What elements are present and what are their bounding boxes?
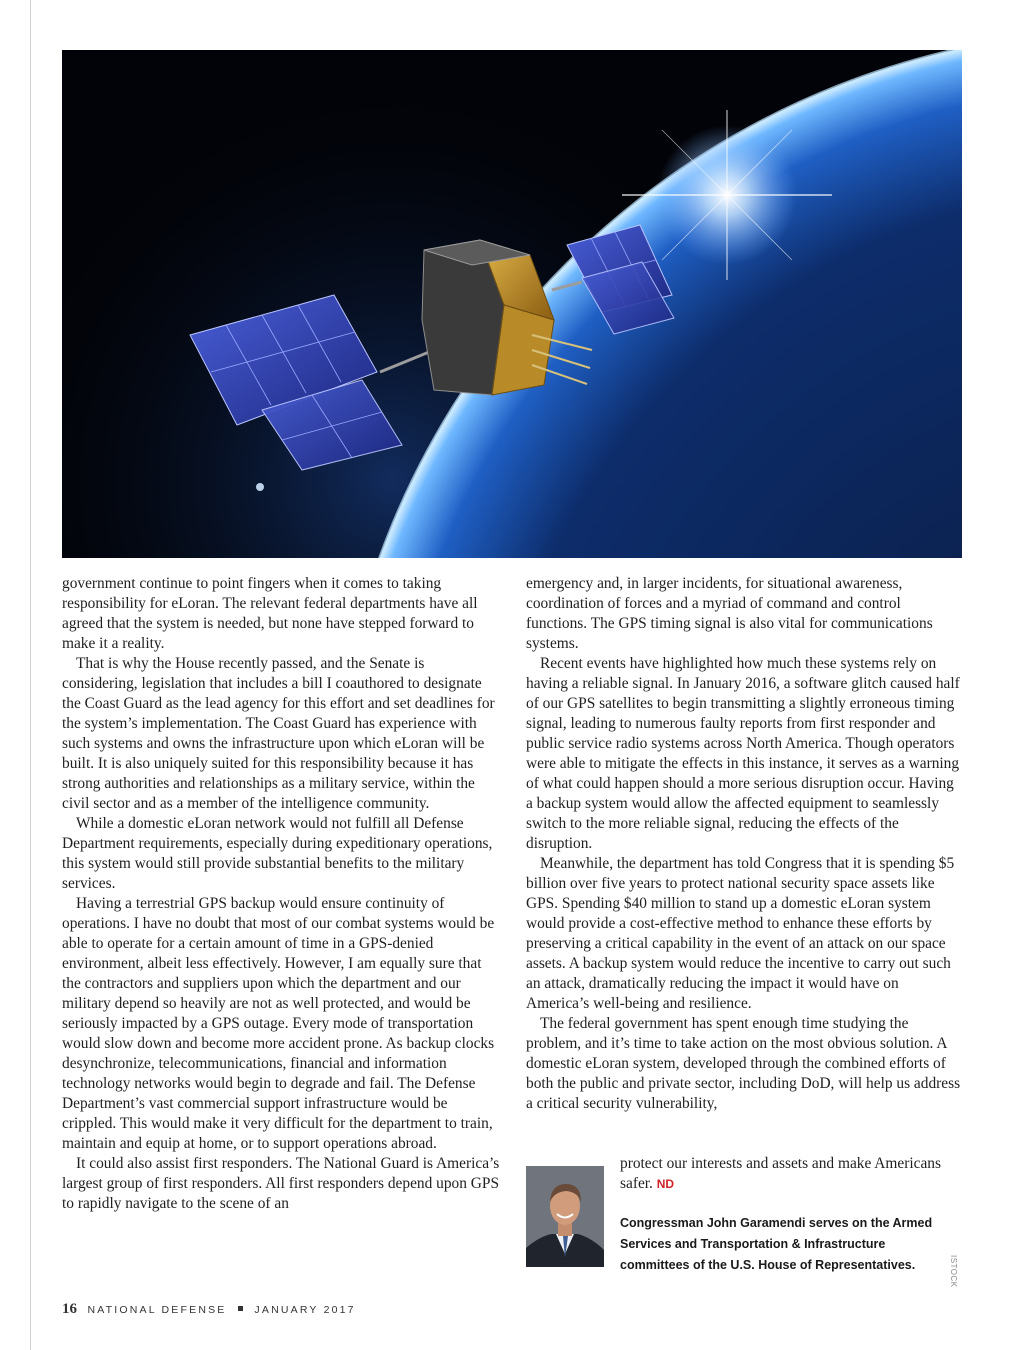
body-paragraph: Recent events have highlighted how much these systems rely on having a reliable signal. In January 2016, a software glitch caused half of our GPS satellites to begin transmitting a slightly erroneous timing signal, leading to numerous faulty reports from first responder and public service radio systems across North America. Though operators were able to mitigate the effects in this instance, it serves as a warning of what could happen should a more serious disruption occur. Having a backup system would allow the affected equipment to seamlessly switch to the more reliable signal, reducing the effects of the disruption.	[526, 655, 960, 852]
footer-separator	[238, 1306, 243, 1311]
author-portrait	[526, 1166, 604, 1267]
publication-name: NATIONAL DEFENSE	[87, 1304, 227, 1316]
national-defense-end-mark: ND	[656, 1177, 675, 1191]
page-margin-rule	[30, 0, 31, 1350]
page-footer	[62, 1300, 356, 1320]
body-paragraph: Having a terrestrial GPS backup would ensure continuity of operations. I have no doubt that most of our combat systems would be able to operate for a certain amount of time in a GPS-denied environment, albeit less effectively. However, I am equally sure that the contractors and suppliers upon which the department and our military depend so heavily are not as well protected, and would be seriously impacted by a GPS outage. Every mode of transportation would slow down and become more accident prone. As backup clocks desynchronize, telecommunications, financial and information technology networks would begin to degrade and fail. The Defense Department’s vast commercial support infrastructure would be crippled. This would make it very difficult for the department to train, maintain and equip at home, or to support operations abroad.	[62, 895, 495, 1152]
issue-date: JANUARY 2017	[254, 1304, 356, 1316]
closing-sentence: protect our interests and assets and make Americans safer.	[620, 1155, 941, 1192]
body-paragraph: government continue to point fingers when it comes to taking responsibility for eLoran. The relevant federal departments have all agreed that the system is needed, but none have stepped forward to make it a reality.	[62, 575, 478, 652]
article-column-right	[526, 574, 964, 1114]
hero-image-satellite-over-earth	[62, 50, 962, 558]
body-paragraph: It could also assist first responders. The National Guard is America’s largest group of first responders. All first responders depend upon GPS to rapidly navigate to the scene of an	[62, 1155, 500, 1212]
body-paragraph: emergency and, in larger incidents, for situational awareness, coordination of forces and a myriad of command and control functions. The GPS timing signal is also vital for communications systems.	[526, 575, 933, 652]
photo-credit: ISTOCK	[949, 1255, 958, 1288]
body-paragraph: The federal government has spent enough time studying the problem, and it’s time to take action on the most obvious solution. A domestic eLoran system, developed through the combined efforts of both the public and private sector, including DoD, will help us address a critical security vulnerability,	[526, 1015, 961, 1112]
satellite-illustration	[62, 50, 962, 558]
page-number: 16	[62, 1301, 77, 1317]
body-paragraph: While a domestic eLoran network would not fulfill all Defense Department requirements, especially during expeditionary operations, this system would still provide substantial benefits to the military services.	[62, 815, 493, 892]
body-paragraph: That is why the House recently passed, and the Senate is considering, legislation that includes a bill I coauthored to designate the Coast Guard as the lead agency for this effort and set deadlines for the system’s implementation. The Coast Guard has experience with such systems and owns the infrastructure upon which eLoran will be built. It is also uniquely suited for this responsibility because it has strong authorities and relationships as a military service, within the civil sector and as a member of the intelligence community.	[62, 655, 495, 812]
article-closing-text	[620, 1154, 962, 1194]
body-paragraph: Meanwhile, the department has told Congress that it is spending $5 billion over five years to protect national security space assets like GPS. Spending $40 million to stand up a domestic eLoran system would provide a cost-effective method to enhance these efforts by preserving a critical capability in the event of an attack on our space assets. A backup system would reduce the incentive to carry out such an attack, dramatically reducing the impact it would have on America’s well-being and resilience.	[526, 855, 955, 1012]
article-column-left	[62, 574, 500, 1214]
author-bio: Congressman John Garamendi serves on the Armed Services and Transportation & Infrastructure committees of the U.S. House of Representatives.	[620, 1216, 933, 1272]
